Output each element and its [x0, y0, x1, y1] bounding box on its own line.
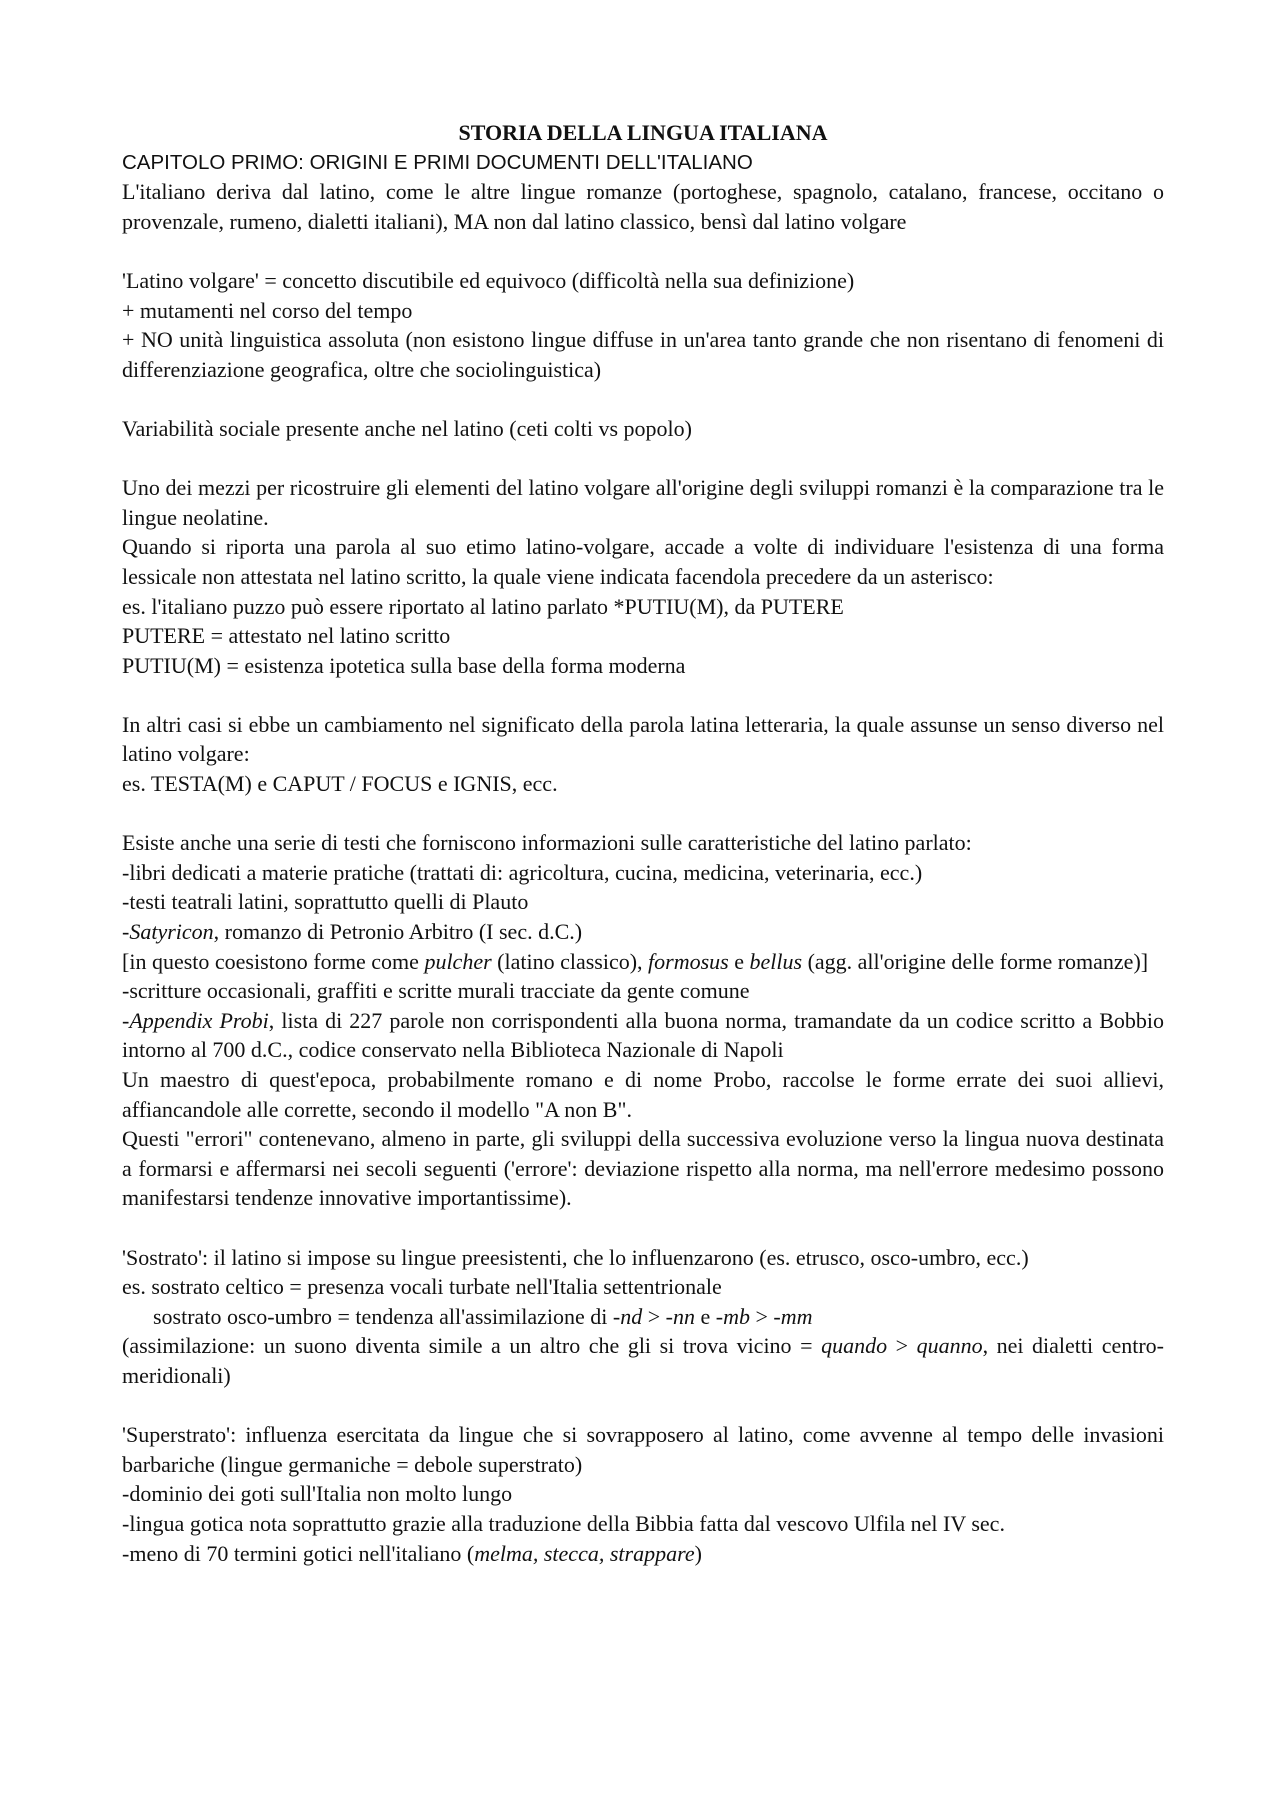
blank-line	[122, 236, 1164, 266]
blank-line	[122, 680, 1164, 710]
list-item: -lingua gotica nota soprattutto grazie alla traduzione della Bibbia fatta dal vescovo Ulfila nel IV sec.	[122, 1510, 1005, 1536]
paragraph: 'Latino volgare' = concetto discutibile ed equivoco (difficoltà nella sua definizione)	[122, 267, 855, 293]
list-item: -testi teatrali latini, soprattutto quelli di Plauto	[122, 889, 529, 915]
list-item: -Appendix Probi, lista di 227 parole non corrispondenti alla buona norma, tramandate da un codice scritto a Bobbio intorno al 700 d.C., codice conservato nella Biblioteca Nazionale di Napoli	[122, 1007, 1164, 1063]
paragraph: Uno dei mezzi per ricostruire gli elementi del latino volgare all'origine degli sviluppi romanzi è la comparazione tra le lingue neolatine.	[122, 475, 1164, 530]
paragraph: In altri casi si ebbe un cambiamento nel significato della parola latina letteraria, la quale assunse un senso diverso nel latino volgare:	[122, 711, 1164, 767]
blank-line	[122, 384, 1164, 414]
chapter-heading: CAPITOLO PRIMO: ORIGINI E PRIMI DOCUMENTI DELL'ITALIANO	[122, 150, 753, 174]
paragraph: Quando si riporta una parola al suo etimo latino-volgare, accade a volte di individuare l'esistenza di una forma lessicale non attestata nel latino scritto, la quale viene indicata facendola precedere da un asterisco:	[122, 534, 1164, 589]
blank-line	[122, 444, 1164, 474]
paragraph: sostrato osco-umbro = tendenza all'assimilazione di -nd > -nn e -mb > -mm	[153, 1303, 813, 1329]
paragraph: es. sostrato celtico = presenza vocali turbate nell'Italia settentrionale	[122, 1274, 722, 1300]
list-item: -meno di 70 termini gotici nell'italiano (melma, stecca, strappare)	[122, 1540, 702, 1566]
paragraph: 'Superstrato': influenza esercitata da lingue che si sovrapposero al latino, come avvenne al tempo delle invasioni barbariche (lingue germaniche = debole superstrato)	[122, 1422, 1164, 1477]
paragraph: + NO unità linguistica assoluta (non esistono lingue diffuse in un'area tanto grande che non risentano di fenomeni di differenziazione geografica, oltre che sociolinguistica)	[122, 327, 1164, 382]
paragraph: (assimilazione: un suono diventa simile a un altro che gli si trova vicino = quando > quanno, nei dialetti centro-meridionali)	[122, 1333, 1164, 1388]
list-item: -scritture occasionali, graffiti e scritte murali tracciate da gente comune	[122, 978, 750, 1004]
blank-line	[122, 1213, 1164, 1243]
paragraph: 'Sostrato': il latino si impose su lingue preesistenti, che lo influenzarono (es. etrusco, osco-umbro, ecc.)	[122, 1244, 1029, 1270]
paragraph: es. l'italiano puzzo può essere riportato al latino parlato *PUTIU(M), da PUTERE	[122, 593, 844, 619]
list-item: -libri dedicati a materie pratiche (trattati di: agricoltura, cucina, medicina, veterinaria, ecc.)	[122, 859, 923, 885]
document-page	[122, 118, 1164, 1568]
paragraph: PUTIU(M) = esistenza ipotetica sulla base della forma moderna	[122, 652, 686, 678]
paragraph: Esiste anche una serie di testi che forniscono informazioni sulle caratteristiche del latino parlato:	[122, 830, 972, 856]
paragraph: es. TESTA(M) e CAPUT / FOCUS e IGNIS, ecc.	[122, 771, 558, 797]
blank-line	[122, 1391, 1164, 1421]
paragraph: PUTERE = attestato nel latino scritto	[122, 623, 451, 649]
paragraph: Variabilità sociale presente anche nel latino (ceti colti vs popolo)	[122, 415, 692, 441]
blank-line	[122, 799, 1164, 829]
paragraph: + mutamenti nel corso del tempo	[122, 297, 413, 323]
document-title: STORIA DELLA LINGUA ITALIANA	[458, 120, 828, 145]
paragraph: Questi "errori" contenevano, almeno in parte, gli sviluppi della successiva evoluzione verso la lingua nuova destinata a formarsi e affermarsi nei secoli seguenti ('errore': deviazione rispetto alla norma, ma nell'errore medesimo possono manifestarsi tendenze innovative importantissime).	[122, 1126, 1164, 1211]
list-item: -dominio dei goti sull'Italia non molto lungo	[122, 1481, 513, 1507]
list-item: -Satyricon, romanzo di Petronio Arbitro (I sec. d.C.)	[122, 919, 583, 945]
paragraph: Un maestro di quest'epoca, probabilmente romano e di nome Probo, raccolse le forme errate dei suoi allievi, affiancandole alle corrette, secondo il modello "A non B".	[122, 1067, 1164, 1122]
paragraph: [in questo coesistono forme come pulcher (latino classico), formosus e bellus (agg. all'origine delle forme romanze)]	[122, 948, 1149, 974]
paragraph: L'italiano deriva dal latino, come le altre lingue romanze (portoghese, spagnolo, catalano, francese, occitano o provenzale, rumeno, dialetti italiani), MA non dal latino classico, bensì dal latino volgare	[122, 179, 1164, 234]
